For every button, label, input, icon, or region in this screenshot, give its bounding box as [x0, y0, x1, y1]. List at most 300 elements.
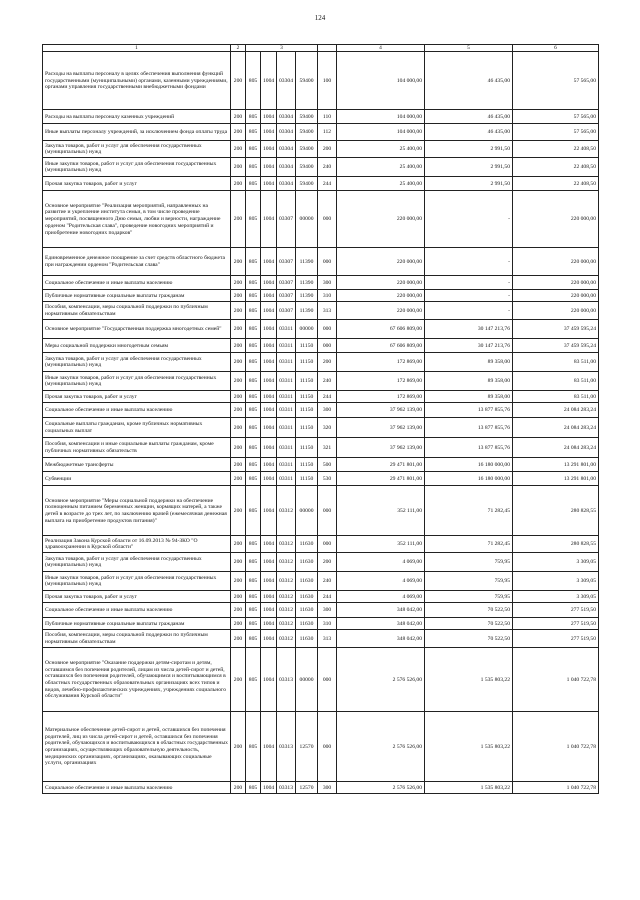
code-cell: 200 [318, 553, 337, 572]
code-cell: 200 [231, 320, 246, 339]
code-cell: 000 [318, 339, 337, 353]
table-row [43, 438, 599, 458]
code-cell: 1004 [261, 536, 277, 553]
table-row [43, 302, 599, 320]
code-cell: 200 [231, 158, 246, 177]
amount-cell: 22 408,50 [513, 158, 599, 177]
row-name: Социальное обеспечение и иные выплаты населению [43, 276, 231, 290]
amount-cell: 759,95 [425, 553, 513, 572]
code-cell: 03312 [277, 572, 296, 591]
amount-cell: 1 040 722,78 [513, 648, 599, 712]
amount-cell: 4 069,00 [337, 572, 425, 591]
code-cell: 03304 [277, 177, 296, 191]
code-cell: 200 [318, 353, 337, 372]
code-cell: 805 [246, 536, 261, 553]
table-row [43, 339, 599, 353]
amount-cell: 24 084 283,24 [513, 418, 599, 438]
code-cell: 1004 [261, 320, 277, 339]
code-cell: 240 [318, 158, 337, 177]
amount-cell: 89 358,00 [425, 372, 513, 391]
column-header-row [43, 45, 599, 52]
table-row [43, 372, 599, 391]
amount-cell: 1 040 722,78 [513, 782, 599, 794]
table-row [43, 124, 599, 141]
amount-cell: 277 519,50 [513, 630, 599, 648]
amount-cell: 67 606 809,00 [337, 339, 425, 353]
code-cell: 11150 [296, 391, 318, 403]
amount-cell: 30 147 213,76 [425, 339, 513, 353]
amount-cell: 24 084 283,24 [513, 438, 599, 458]
code-cell: 11150 [296, 458, 318, 472]
table-row [43, 353, 599, 372]
amount-cell: 3 309,05 [513, 591, 599, 603]
table-row [43, 403, 599, 418]
amount-cell: 759,95 [425, 591, 513, 603]
code-cell: 00000 [296, 191, 318, 248]
amount-cell: 104 000,00 [337, 52, 425, 110]
code-cell: 03312 [277, 591, 296, 603]
code-cell: 805 [246, 158, 261, 177]
code-cell: 805 [246, 648, 261, 712]
row-name: Основное мероприятие "Меры социальной поддержки на обеспечение полноценным питанием беременных женщин, кормящих матерей, а также детей в возрасте до трех лет, по заключению врачей (ежемесячная денежная выплата на приобретение продуктов питания)" [43, 486, 231, 536]
code-cell: 244 [318, 391, 337, 403]
row-name: Социальное обеспечение и иные выплаты населению [43, 603, 231, 618]
code-cell: 1004 [261, 191, 277, 248]
amount-cell: 759,95 [425, 572, 513, 591]
code-cell: 200 [231, 536, 246, 553]
amount-cell: 83 511,00 [513, 372, 599, 391]
code-cell: 200 [231, 603, 246, 618]
amount-cell: 70 522,50 [425, 630, 513, 648]
code-cell: 03311 [277, 403, 296, 418]
code-cell: 000 [318, 712, 337, 782]
row-name: Закупка товаров, работ и услуг для обеспечения государственных (муниципальных) нужд [43, 141, 231, 158]
code-cell: 313 [318, 302, 337, 320]
amount-cell: 46 435,00 [425, 52, 513, 110]
row-name: Пособия, компенсации, меры социальной поддержки по публичным нормативным обязательствам [43, 630, 231, 648]
code-cell: 11150 [296, 339, 318, 353]
code-cell: 03307 [277, 248, 296, 276]
code-cell: 805 [246, 276, 261, 290]
code-cell: 200 [231, 339, 246, 353]
amount-cell: 280 828,55 [513, 486, 599, 536]
code-cell: 59400 [296, 177, 318, 191]
code-cell: 200 [231, 438, 246, 458]
amount-cell: 22 408,50 [513, 141, 599, 158]
table-row [43, 248, 599, 276]
code-cell: 11390 [296, 276, 318, 290]
amount-cell: 13 877 855,76 [425, 418, 513, 438]
row-name: Пособия, компенсации, меры социальной поддержки по публичным нормативным обязательствам [43, 302, 231, 320]
code-cell: 200 [231, 712, 246, 782]
table-row [43, 486, 599, 536]
code-cell: 03307 [277, 191, 296, 248]
amount-cell: 2 991,50 [425, 158, 513, 177]
code-cell: 00000 [296, 320, 318, 339]
code-cell: 805 [246, 418, 261, 438]
code-cell: 805 [246, 191, 261, 248]
amount-cell: 220 000,00 [337, 276, 425, 290]
code-cell: 1004 [261, 290, 277, 302]
code-cell: 805 [246, 290, 261, 302]
code-cell: 805 [246, 458, 261, 472]
code-cell: 00000 [296, 648, 318, 712]
amount-cell: 3 309,05 [513, 572, 599, 591]
row-name: Публичные нормативные социальные выплаты гражданам [43, 290, 231, 302]
code-cell: 11630 [296, 536, 318, 553]
amount-cell: 57 565,00 [513, 124, 599, 141]
code-cell: 00000 [296, 486, 318, 536]
code-cell: 200 [231, 248, 246, 276]
code-cell: 1004 [261, 372, 277, 391]
code-cell: 200 [231, 630, 246, 648]
code-cell: 805 [246, 110, 261, 124]
code-cell: 11150 [296, 403, 318, 418]
table-row [43, 290, 599, 302]
table-row [43, 177, 599, 191]
amount-cell: 71 282,45 [425, 486, 513, 536]
amount-cell: 37 962 139,00 [337, 438, 425, 458]
code-cell: 1004 [261, 438, 277, 458]
amount-cell: 3 309,05 [513, 553, 599, 572]
table-row [43, 536, 599, 553]
row-name: Меры социальной поддержки многодетным семьям [43, 339, 231, 353]
table-row [43, 648, 599, 712]
table-row [43, 141, 599, 158]
code-cell: 03304 [277, 141, 296, 158]
code-cell: 500 [318, 458, 337, 472]
amount-cell: 57 565,00 [513, 52, 599, 110]
code-cell: 805 [246, 553, 261, 572]
code-cell: 240 [318, 572, 337, 591]
row-name: Расходы на выплаты персоналу казенных учреждений [43, 110, 231, 124]
table-row [43, 191, 599, 248]
code-cell: 59400 [296, 52, 318, 110]
code-cell: 313 [318, 630, 337, 648]
amount-cell: 220 000,00 [513, 302, 599, 320]
amount-cell: 13 291 801,00 [513, 458, 599, 472]
row-name: Закупка товаров, работ и услуг для обеспечения государственных (муниципальных) нужд [43, 353, 231, 372]
code-cell: 200 [231, 110, 246, 124]
code-cell: 000 [318, 648, 337, 712]
amount-cell: 2 991,50 [425, 141, 513, 158]
code-cell: 03307 [277, 290, 296, 302]
code-cell: 11390 [296, 290, 318, 302]
code-cell: 03312 [277, 603, 296, 618]
code-cell: 11150 [296, 418, 318, 438]
code-cell: 244 [318, 177, 337, 191]
code-cell: 59400 [296, 124, 318, 141]
amount-cell: 25 400,00 [337, 177, 425, 191]
code-cell: 1004 [261, 158, 277, 177]
amount-cell: 46 435,00 [425, 124, 513, 141]
amount-cell: 29 471 801,00 [337, 458, 425, 472]
code-cell: 11630 [296, 618, 318, 630]
table-row [43, 630, 599, 648]
code-cell: 11150 [296, 472, 318, 486]
amount-cell: 348 042,00 [337, 618, 425, 630]
code-cell: 300 [318, 782, 337, 794]
amount-cell: 70 522,50 [425, 603, 513, 618]
table-row [43, 158, 599, 177]
row-name: Прочая закупка товаров, работ и услуг [43, 391, 231, 403]
row-name: Основное мероприятие "Реализация мероприятий, направленных на развитие и укрепление института семьи, в том числе проведение мероприятий, посвященного Дню семьи, любви и верности, награждение орденом "Родительская слава", проведение новогодних мероприятий и приобретение новогодних подарков" [43, 191, 231, 248]
code-cell: 03312 [277, 553, 296, 572]
code-cell: 03311 [277, 391, 296, 403]
row-name: Иные выплаты персоналу учреждений, за исключением фонда оплаты труда [43, 124, 231, 141]
code-cell: 200 [231, 553, 246, 572]
code-cell: 200 [231, 52, 246, 110]
code-cell: 1004 [261, 630, 277, 648]
code-cell: 240 [318, 372, 337, 391]
row-name: Иные закупки товаров, работ и услуг для обеспечения государственных (муниципальных) нужд [43, 372, 231, 391]
amount-cell: 2 576 526,00 [337, 712, 425, 782]
amount-cell: 348 042,00 [337, 603, 425, 618]
code-cell: 200 [231, 302, 246, 320]
code-cell: 805 [246, 372, 261, 391]
row-name: Социальные выплаты гражданам, кроме публичных нормативных социальных выплат [43, 418, 231, 438]
amount-cell: 220 000,00 [337, 290, 425, 302]
code-cell: 11630 [296, 572, 318, 591]
row-name: Прочая закупка товаров, работ и услуг [43, 177, 231, 191]
code-cell: 805 [246, 603, 261, 618]
table-row [43, 618, 599, 630]
amount-cell: 2 991,50 [425, 177, 513, 191]
code-cell: 805 [246, 403, 261, 418]
code-cell: 1004 [261, 248, 277, 276]
page-number: 124 [314, 14, 326, 22]
code-cell: 805 [246, 391, 261, 403]
code-cell: 530 [318, 472, 337, 486]
amount-cell: 4 069,00 [337, 591, 425, 603]
code-cell: 1004 [261, 141, 277, 158]
code-cell: 1004 [261, 472, 277, 486]
amount-cell: - [425, 191, 513, 248]
amount-cell: 352 111,00 [337, 486, 425, 536]
amount-cell: 220 000,00 [513, 191, 599, 248]
code-cell: 100 [318, 52, 337, 110]
code-cell: 1004 [261, 302, 277, 320]
code-cell: 1004 [261, 648, 277, 712]
code-cell: 805 [246, 712, 261, 782]
row-name: Субвенции [43, 472, 231, 486]
code-cell: 03304 [277, 110, 296, 124]
code-cell: 200 [231, 124, 246, 141]
code-cell: 200 [231, 618, 246, 630]
code-cell: 11390 [296, 248, 318, 276]
code-cell: 300 [318, 603, 337, 618]
code-cell: 300 [318, 403, 337, 418]
code-cell: 200 [231, 472, 246, 486]
code-cell: 805 [246, 52, 261, 110]
code-cell: 1004 [261, 177, 277, 191]
code-cell: 03307 [277, 276, 296, 290]
amount-cell: 29 471 801,00 [337, 472, 425, 486]
amount-cell: 1 535 803,22 [425, 782, 513, 794]
code-cell: 805 [246, 438, 261, 458]
code-cell: 03312 [277, 618, 296, 630]
code-cell: 1004 [261, 339, 277, 353]
code-cell: 805 [246, 339, 261, 353]
amount-cell: 352 111,00 [337, 536, 425, 553]
code-cell: 200 [318, 141, 337, 158]
code-cell: 11150 [296, 372, 318, 391]
amount-cell: - [425, 302, 513, 320]
code-cell: 310 [318, 618, 337, 630]
column-header-blank [318, 45, 337, 52]
amount-cell: 37 962 139,00 [337, 403, 425, 418]
amount-cell: 104 000,00 [337, 110, 425, 124]
amount-cell: 1 535 803,22 [425, 712, 513, 782]
code-cell: 000 [318, 248, 337, 276]
amount-cell: 30 147 213,76 [425, 320, 513, 339]
code-cell: 200 [231, 486, 246, 536]
amount-cell: 172 869,00 [337, 353, 425, 372]
amount-cell: 104 000,00 [337, 124, 425, 141]
row-name: Социальное обеспечение и иные выплаты населению [43, 782, 231, 794]
amount-cell: 25 400,00 [337, 141, 425, 158]
amount-cell: 16 180 000,00 [425, 472, 513, 486]
code-cell: 03311 [277, 320, 296, 339]
row-name: Расходы на выплаты персоналу в целях обеспечения выполнения функций государственными (муниципальными) органами, казенными учреждениями, органами управления государственными внебюджетными фондами [43, 52, 231, 110]
code-cell: 1004 [261, 110, 277, 124]
amount-cell: 13 291 801,00 [513, 472, 599, 486]
column-header: 3 [246, 45, 318, 52]
code-cell: 200 [231, 353, 246, 372]
code-cell: 110 [318, 110, 337, 124]
code-cell: 1004 [261, 403, 277, 418]
column-header: 2 [231, 45, 246, 52]
code-cell: 244 [318, 591, 337, 603]
row-name: Прочая закупка товаров, работ и услуг [43, 591, 231, 603]
row-name: Реализация Закона Курской области от 16.09.2013 № 94-ЗКО "О здравоохранении в Курской области" [43, 536, 231, 553]
code-cell: 11630 [296, 603, 318, 618]
code-cell: 200 [231, 290, 246, 302]
code-cell: 1004 [261, 591, 277, 603]
amount-cell: 37 962 139,00 [337, 418, 425, 438]
amount-cell: 220 000,00 [513, 290, 599, 302]
code-cell: 805 [246, 630, 261, 648]
code-cell: 805 [246, 302, 261, 320]
amount-cell: 2 576 526,00 [337, 782, 425, 794]
code-cell: 200 [231, 177, 246, 191]
code-cell: 310 [318, 290, 337, 302]
code-cell: 03313 [277, 712, 296, 782]
code-cell: 03304 [277, 124, 296, 141]
code-cell: 03311 [277, 472, 296, 486]
amount-cell: 16 180 000,00 [425, 458, 513, 472]
table-row [43, 52, 599, 110]
code-cell: 11390 [296, 302, 318, 320]
code-cell: 59400 [296, 158, 318, 177]
table-row [43, 603, 599, 618]
amount-cell: 46 435,00 [425, 110, 513, 124]
code-cell: 000 [318, 486, 337, 536]
code-cell: 1004 [261, 52, 277, 110]
table-row [43, 572, 599, 591]
column-header: 4 [337, 45, 425, 52]
code-cell: 1004 [261, 618, 277, 630]
amount-cell: 220 000,00 [337, 191, 425, 248]
code-cell: 200 [231, 782, 246, 794]
amount-cell: 2 576 526,00 [337, 648, 425, 712]
amount-cell: 57 565,00 [513, 110, 599, 124]
code-cell: 03313 [277, 648, 296, 712]
code-cell: 59400 [296, 110, 318, 124]
code-cell: 200 [231, 191, 246, 248]
amount-cell: 220 000,00 [513, 276, 599, 290]
amount-cell: 83 511,00 [513, 391, 599, 403]
code-cell: 1004 [261, 603, 277, 618]
code-cell: 1004 [261, 276, 277, 290]
code-cell: 200 [231, 276, 246, 290]
amount-cell: 4 069,00 [337, 553, 425, 572]
amount-cell: 13 877 855,76 [425, 438, 513, 458]
amount-cell: - [425, 248, 513, 276]
budget-table [42, 44, 599, 794]
code-cell: 12570 [296, 712, 318, 782]
code-cell: 11150 [296, 353, 318, 372]
amount-cell: 70 522,50 [425, 618, 513, 630]
amount-cell: 172 869,00 [337, 391, 425, 403]
code-cell: 1004 [261, 353, 277, 372]
code-cell: 805 [246, 782, 261, 794]
amount-cell: 280 828,55 [513, 536, 599, 553]
row-name: Пособия, компенсации и иные социальные выплаты гражданам, кроме публичных нормативных обязательств [43, 438, 231, 458]
code-cell: 200 [231, 591, 246, 603]
code-cell: 1004 [261, 486, 277, 536]
amount-cell: 1 535 803,22 [425, 648, 513, 712]
row-name: Иные закупки товаров, работ и услуг для обеспечения государственных (муниципальных) нужд [43, 572, 231, 591]
code-cell: 11630 [296, 591, 318, 603]
column-header: 1 [43, 45, 231, 52]
row-name: Межбюджетные трансферты [43, 458, 231, 472]
code-cell: 03311 [277, 458, 296, 472]
code-cell: 805 [246, 472, 261, 486]
amount-cell: 25 400,00 [337, 158, 425, 177]
code-cell: 805 [246, 248, 261, 276]
code-cell: 805 [246, 618, 261, 630]
code-cell: 03312 [277, 486, 296, 536]
code-cell: 000 [318, 191, 337, 248]
code-cell: 112 [318, 124, 337, 141]
row-name: Закупка товаров, работ и услуг для обеспечения государственных (муниципальных) нужд [43, 553, 231, 572]
code-cell: 320 [318, 418, 337, 438]
code-cell: 1004 [261, 418, 277, 438]
code-cell: 03311 [277, 372, 296, 391]
code-cell: 805 [246, 572, 261, 591]
table-row [43, 458, 599, 472]
table-row [43, 782, 599, 794]
amount-cell: 71 282,45 [425, 536, 513, 553]
amount-cell: 220 000,00 [337, 248, 425, 276]
code-cell: 11630 [296, 630, 318, 648]
row-name: Иные закупки товаров, работ и услуг для обеспечения государственных (муниципальных) нужд [43, 158, 231, 177]
code-cell: 000 [318, 536, 337, 553]
code-cell: 805 [246, 141, 261, 158]
code-cell: 03307 [277, 302, 296, 320]
table-row [43, 391, 599, 403]
code-cell: 03304 [277, 52, 296, 110]
code-cell: 1004 [261, 553, 277, 572]
code-cell: 1004 [261, 458, 277, 472]
code-cell: 200 [231, 458, 246, 472]
amount-cell: 22 408,50 [513, 177, 599, 191]
code-cell: 200 [231, 572, 246, 591]
amount-cell: - [425, 276, 513, 290]
code-cell: 03311 [277, 353, 296, 372]
code-cell: 11630 [296, 553, 318, 572]
